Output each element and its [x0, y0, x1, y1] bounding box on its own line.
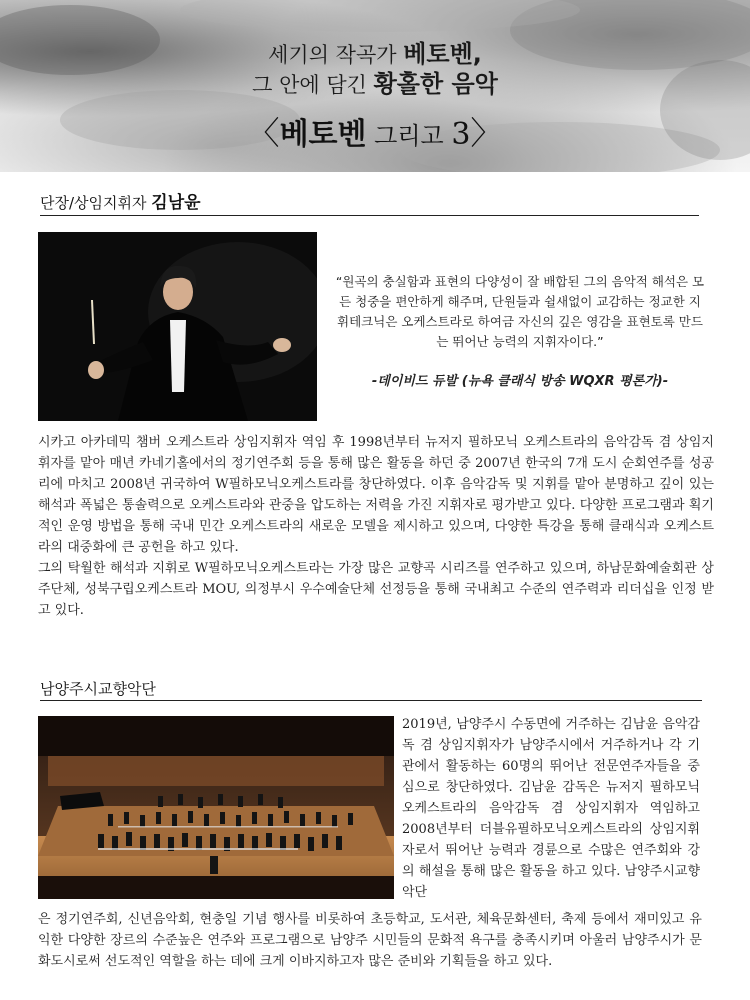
bio-paragraph-1: 시카고 아카데믹 챔버 오케스트라 상임지휘자 역임 후 1998년부터 뉴저지 필하모닉 오케스트라의 음악감독 겸 상임지휘자를 맡아 매년 카네기홀에서의 정기연주회 등을 통해 많은 활동을 하던 중 2007년 한국의 7개 도시 순회연주를 성공리에 마치고 2008년 귀국하여 W필하모닉오케스트라를 창단하였다. 이후 음악감독 및 지휘를 맡아 분명하고 깊이 있는 해석과 폭넓은 통솔력으로 오케스트라와 관중을 압도하는 저력을 가진 지휘자로 평가받고 있다. 다양한 프로그램과 획기적인 운영 방법을 통해 국내 민간 오케스트라의 새로운 모델을 제시하고 있으며, 다양한 특강을 통해 클래식과 오케스트라의 대중화에 큰 공헌을 하고 있다.	[38, 435, 714, 555]
banner-line-2: 그 안에 담긴 황홀한 음악	[252, 70, 498, 98]
quote-author: -데이비드 듀발 (뉴욕 클래식 방송 WQXR 평론가)-	[371, 374, 669, 389]
bio-paragraph-2: 그의 탁월한 해석과 지휘로 W필하모닉오케스트라는 가장 많은 교향곡 시리즈를 연주하고 있으며, 하남문화예술회관 상주단체, 성북구립오케스트라 MOU, 의정부시 우수예술단체 선정등을 통해 국내최고 수준의 연주력과 리더십을 인정 받고 있다.	[38, 561, 714, 618]
section-divider	[40, 215, 699, 216]
orchestra-photo	[38, 716, 394, 899]
orchestra-intro-continued: 은 정기연주회, 신년음악회, 현충일 기념 행사를 비롯하여 초등학교, 도서관, 체육문화센터, 축제 등에서 재미있고 유익한 다양한 장르의 수준높은 연주와 프로그램으로 남양주 시민들의 문화적 욕구를 충족시키며 아울러 남양주시가 문화도시로써 선도적인 역할을 하는 데에 크게 이바지하고자 많은 준비와 기획들을 하고 있다.	[38, 912, 702, 969]
concert-title: 〈베토벤 그리고 3〉	[247, 114, 503, 152]
critic-quote: “원곡의 충실함과 표현의 다양성이 잘 배합된 그의 음악적 해석은 모든 청중을 편안하게 해주며, 단원들과 쉴새없이 교감하는 정교한 지휘테크닉은 오케스트라로 하여금 자신의 깊은 영감을 표현토록 만드는 뛰어난 능력의 지휘자이다.”	[335, 274, 705, 349]
section-divider	[40, 700, 702, 701]
conductor-heading: 단장/상임지휘자 김남윤	[40, 193, 201, 213]
conductor-bio	[38, 432, 714, 621]
orchestra-heading: 남양주시교향악단	[40, 680, 156, 698]
banner-line-1: 세기의 작곡가 베토벤,	[268, 40, 482, 68]
header-banner	[0, 0, 750, 172]
orchestra-intro: 2019년, 남양주시 수동면에 거주하는 김남윤 음악감독 겸 상임지휘자가 남양주시에서 거주하거나 각 기관에서 활동하는 60명의 뛰어난 전문연주자들을 중심으로 창단하였다. 김남윤 감독은 뉴저지 필하모닉 오케스트라의 음악감독 겸 상임지휘자 역임하고 2008년부터 더블유필하모닉오케스트라의 상임지휘자로서 뛰어난 능력과 경륜으로 수많은 연주회와 강의 해설을 통해 많은 활동을 하고 있다. 남양주시교향악단	[402, 717, 700, 900]
conductor-photo	[38, 232, 317, 421]
